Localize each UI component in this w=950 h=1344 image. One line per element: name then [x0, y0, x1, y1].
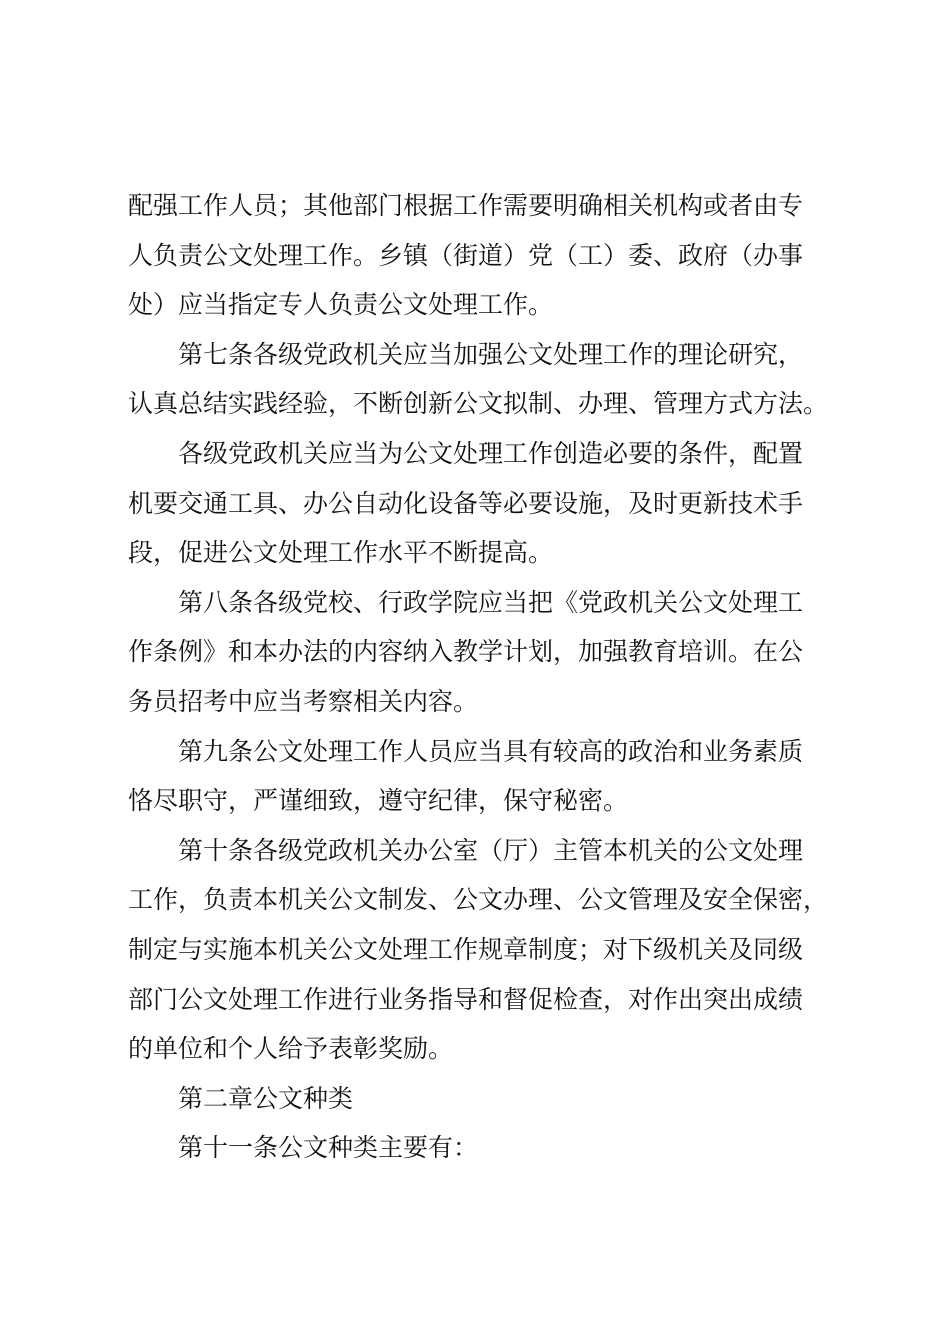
text-line: 工作，负责本机关公文制发、公文办理、公文管理及安全保密，	[128, 885, 829, 915]
text-line: 的单位和个人给予表彰奖励。	[128, 1034, 454, 1064]
chapter-2-heading: 第二章公文种类	[178, 1083, 354, 1113]
document-body	[128, 181, 840, 1173]
text-line: 配强工作人员；其他部门根据工作需要明确相关机构或者由专	[128, 191, 804, 220]
text-line: 恪尽职守，严谨细致，遵守纪律，保守秘密。	[128, 786, 629, 816]
text-line: 务员招考中应当考察相关内容。	[128, 686, 479, 716]
text-line: 部门公文处理工作进行业务指导和督促检查，对作出突出成绩	[128, 984, 804, 1014]
text-line: 制定与实施本机关公文处理工作规章制度；对下级机关及同级	[128, 934, 804, 964]
article-11-heading-line: 第十一条公文种类主要有：	[178, 1133, 479, 1163]
text-line: 段，促进公文处理工作水平不断提高。	[128, 538, 554, 568]
text-line: 认真总结实践经验，不断创新公文拟制、办理、管理方式方法。	[128, 389, 829, 419]
article-7-heading-line: 第七条各级党政机关应当加强公文处理工作的理论研究，	[178, 339, 804, 369]
text-line: 处）应当指定专人负责公文处理工作。	[128, 290, 554, 320]
paragraph-start-line: 各级党政机关应当为公文处理工作创造必要的条件，配置	[178, 438, 804, 468]
text-line: 人负责公文处理工作。乡镇（街道）党（工）委、政府（办事	[128, 240, 804, 270]
article-8-heading-line: 第八条各级党校、行政学院应当把《党政机关公文处理工	[178, 587, 804, 617]
article-9-heading-line: 第九条公文处理工作人员应当具有较高的政治和业务素质	[178, 736, 804, 766]
text-line: 作条例》和本办法的内容纳入教学计划，加强教育培训。在公	[128, 637, 804, 667]
article-10-heading-line: 第十条各级党政机关办公室（厅）主管本机关的公文处理	[178, 835, 804, 865]
text-line: 机要交通工具、办公自动化设备等必要设施，及时更新技术手	[128, 488, 804, 518]
